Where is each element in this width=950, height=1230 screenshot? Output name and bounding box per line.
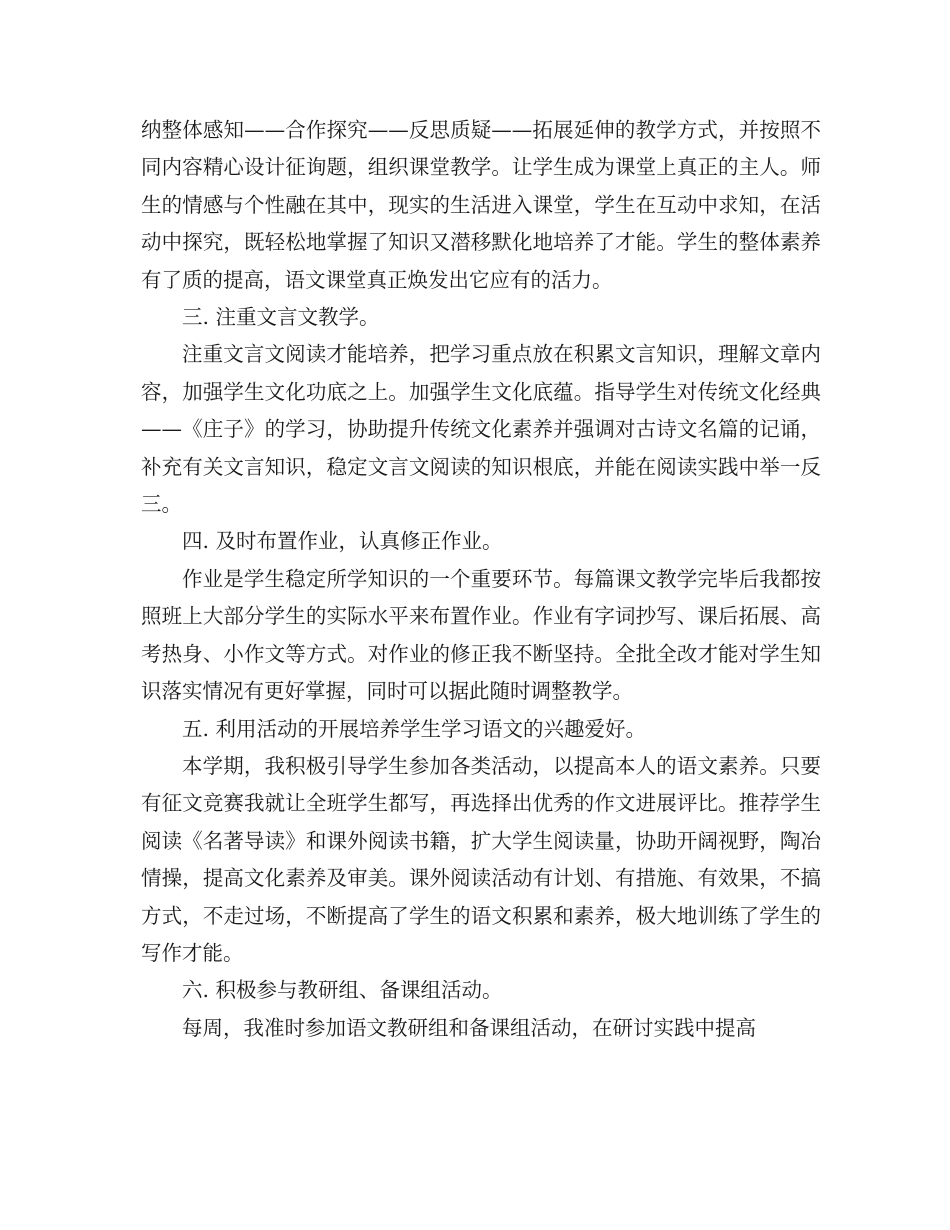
paragraph-research-group: 每周，我准时参加语文教研组和备课组活动，在研讨实践中提高 [182,1015,756,1040]
section-heading-activities: 五. 利用活动的开展培养学生学习语文的兴趣爱好。 [182,716,647,741]
paragraph-classical-chinese: 注重文言文阅读才能培养，把学习重点放在积累文言知识，理解文章内容，加强学生文化功底之上。加强学生文化底蕴。指导学生对传统文化经典——《庄子》的学习，协助提升传统文化素养并强调对古诗文名篇的记诵，补充有关文言知识，稳定文言文阅读的知识根底，并能在阅读实践中举一反三。 [141,342,821,517]
paragraph-homework: 作业是学生稳定所学知识的一个重要环节。每篇课文教学完毕后我都按照班上大部分学生的实际水平来布置作业。作业有字词抄写、课后拓展、高考热身、小作文等方式。对作业的修正我不断坚持。全批全改才能对学生知识落实情况有更好掌握，同时可以据此随时调整教学。 [141,566,821,704]
section-heading-research-group: 六. 积极参与教研组、备课组活动。 [182,978,503,1003]
section-heading-classical-chinese: 三. 注重文言文教学。 [182,305,380,330]
document-body [141,112,821,1047]
section-heading-homework: 四. 及时布置作业，认真修正作业。 [182,529,503,554]
paragraph-activities: 本学期，我积极引导学生参加各类活动，以提高本人的语文素养。只要有征文竞赛我就让全班学生都写，再选择出优秀的作文进展评比。推荐学生阅读《名著导读》和课外阅读书籍，扩大学生阅读量，协助开阔视野，陶冶情操，提高文化素养及审美。课外阅读活动有计划、有措施、有效果，不搞方式，不走过场，不断提高了学生的语文积累和素养，极大地训练了学生的写作才能。 [141,753,821,965]
paragraph-teaching-method: 纳整体感知——合作探究——反思质疑——拓展延伸的教学方式，并按照不同内容精心设计征询题，组织课堂教学。让学生成为课堂上真正的主人。师生的情感与个性融在其中，现实的生活进入课堂，学生在互动中求知，在活动中探究，既轻松地掌握了知识又潜移默化地培养了才能。学生的整体素养有了质的提高，语文课堂真正焕发出它应有的活力。 [141,118,821,292]
